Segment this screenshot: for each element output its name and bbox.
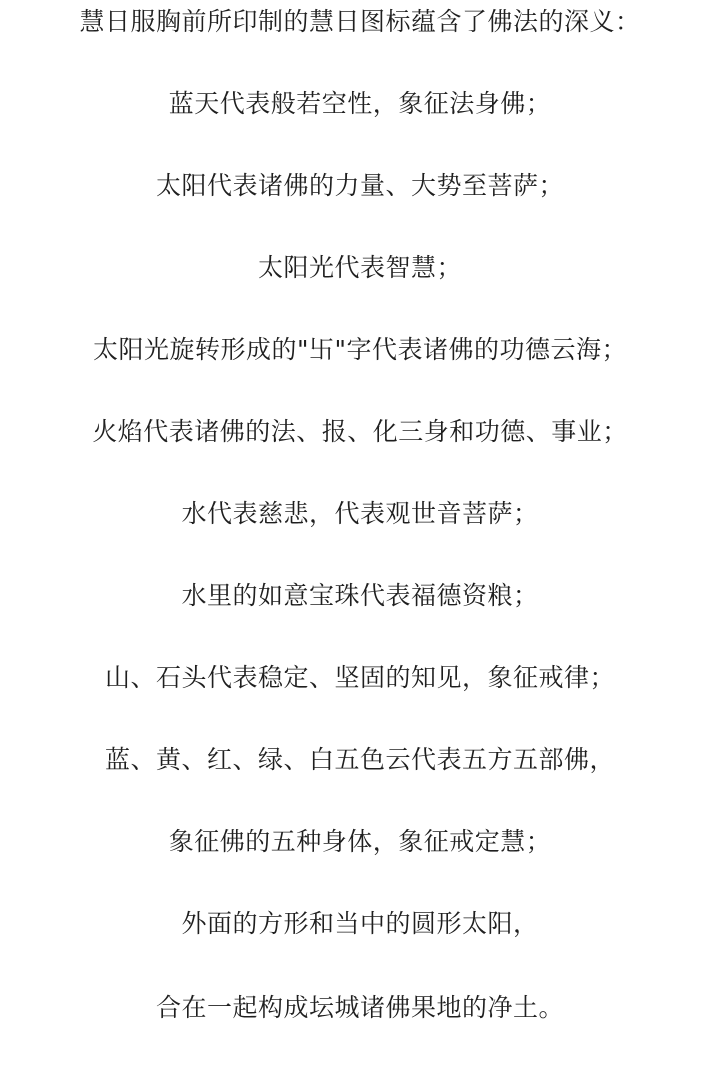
- text-line: 太阳光旋转形成的"卐"字代表诸佛的功德云海；: [93, 335, 627, 364]
- text-line: 蓝、黄、红、绿、白五色云代表五方五部佛，: [104, 745, 615, 774]
- text-line: 水里的如意宝珠代表福德资粮；: [181, 581, 539, 610]
- text-line: 火焰代表诸佛的法、报、化三身和功德、事业；: [92, 417, 628, 446]
- closing-line: 合在一起构成坛城诸佛果地的净土。: [155, 993, 564, 1022]
- text-line: 太阳代表诸佛的力量、大势至菩萨；: [155, 171, 564, 200]
- text-line: 山、石头代表稳定、坚固的知见，象征戒律；: [104, 663, 615, 692]
- intro-line: 慧日服胸前所印制的慧日图标蕴含了佛法的深义：: [79, 7, 641, 36]
- text-line: 水代表慈悲，代表观世音菩萨；: [181, 499, 539, 528]
- text-line: 外面的方形和当中的圆形太阳，: [181, 909, 539, 938]
- text-line: 蓝天代表般若空性，象征法身佛；: [168, 89, 552, 118]
- text-line: 太阳光代表智慧；: [257, 253, 462, 282]
- text-line: 象征佛的五种身体，象征戒定慧；: [168, 827, 552, 856]
